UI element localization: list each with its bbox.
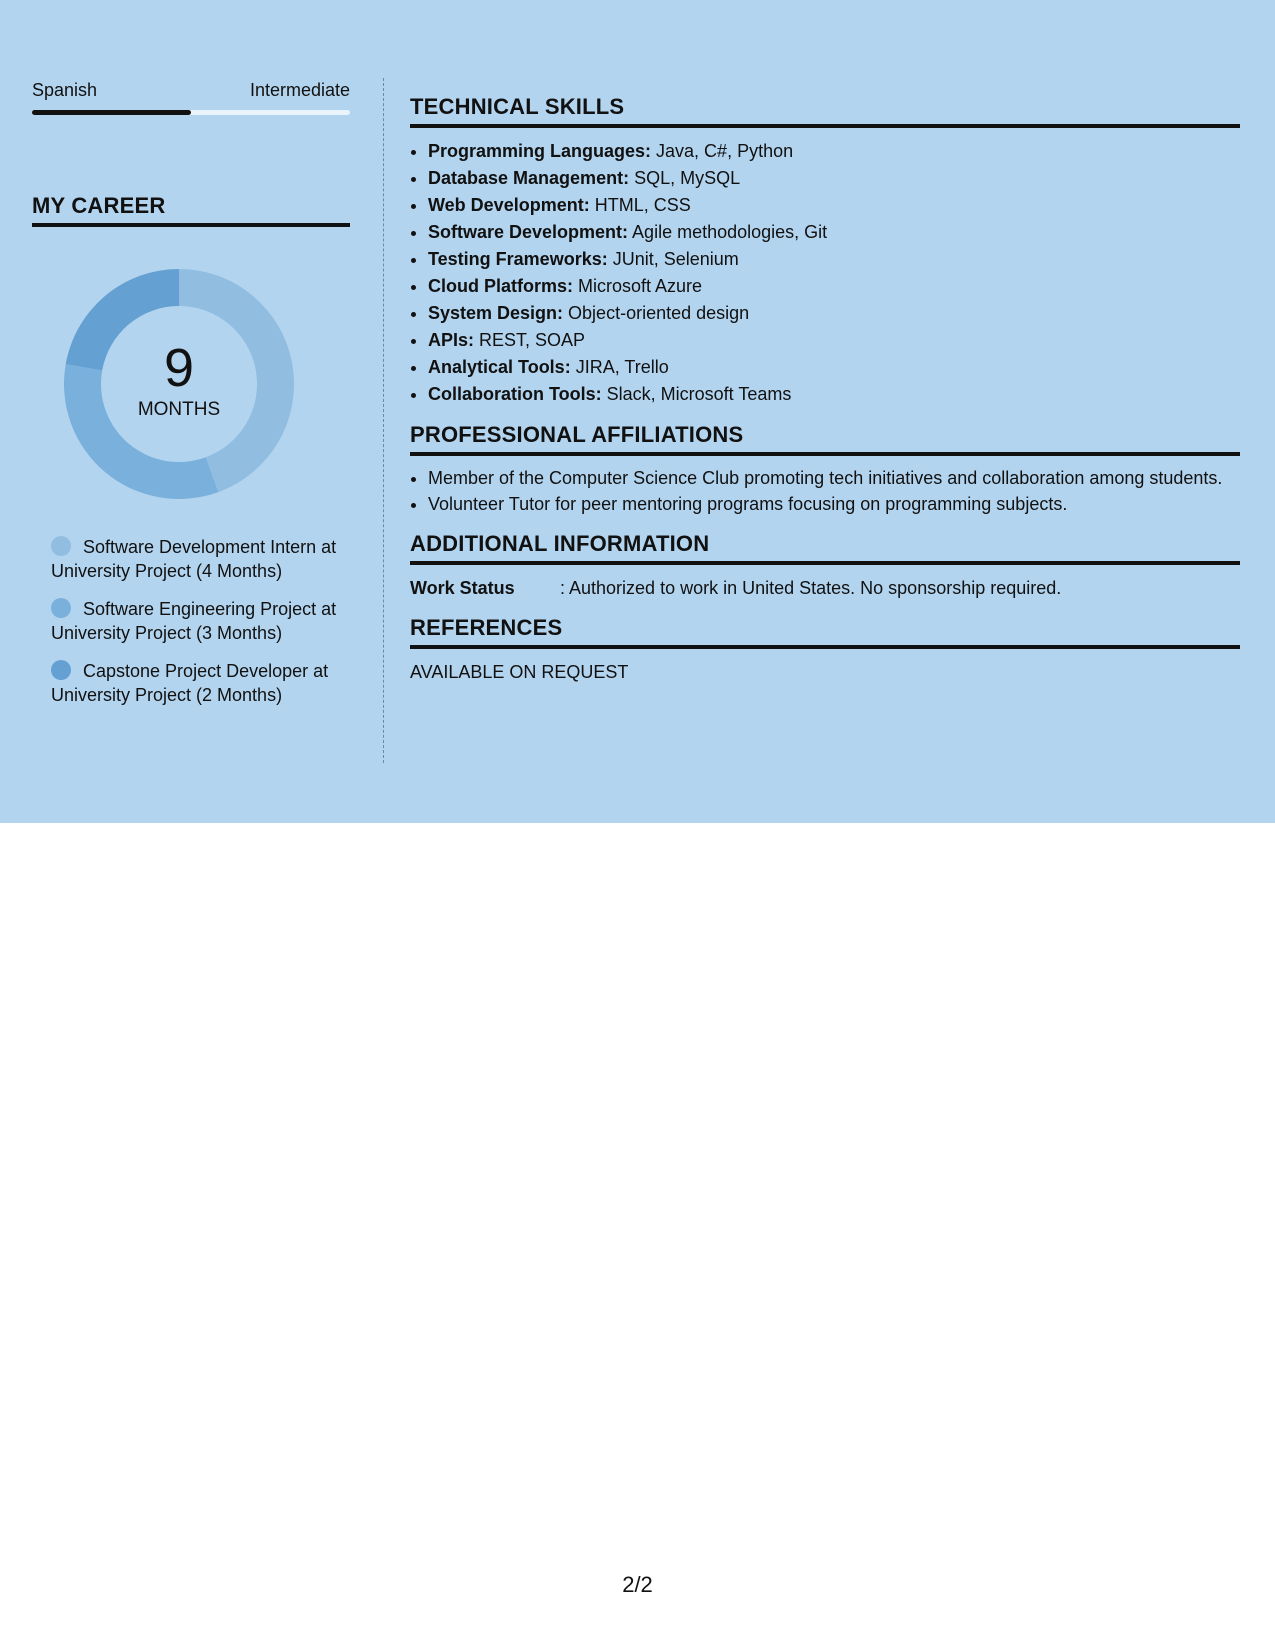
technical-skills-list <box>410 138 1240 408</box>
skill-value: Object-oriented design <box>563 303 750 323</box>
right-column <box>410 94 1240 699</box>
references-section <box>410 615 1240 685</box>
skill-item <box>428 138 1240 165</box>
career-heading: MY CAREER <box>32 193 350 227</box>
skill-item <box>428 273 1240 300</box>
career-legend-item <box>51 535 341 583</box>
affiliation-item: • Volunteer Tutor for peer mentoring programs focusing on programming subjects. <box>428 492 1240 517</box>
career-legend-label: Capstone Project Developer at University Project (2 Months) <box>51 661 329 705</box>
legend-dot-icon <box>51 598 71 618</box>
career-legend-item <box>51 597 341 645</box>
technical-skills-heading: TECHNICAL SKILLS <box>410 94 1240 128</box>
column-divider <box>383 78 384 763</box>
page-number: 2/2 <box>622 1572 653 1597</box>
skill-item <box>428 246 1240 273</box>
skill-item <box>428 300 1240 327</box>
technical-skills-section <box>410 94 1240 408</box>
skill-label: Testing Frameworks: <box>428 249 608 269</box>
additional-info-section <box>410 531 1240 601</box>
career-donut-chart <box>64 269 294 499</box>
skill-item <box>428 192 1240 219</box>
career-total-unit: MONTHS <box>137 399 221 420</box>
affiliations-list <box>410 466 1240 517</box>
left-column <box>32 80 350 721</box>
language-name: Spanish <box>32 80 98 100</box>
references-text: AVAILABLE ON REQUEST <box>410 662 629 682</box>
skill-value: REST, SOAP <box>474 330 586 350</box>
skill-label: Cloud Platforms: <box>428 276 574 296</box>
skill-value: Agile methodologies, Git <box>628 222 828 242</box>
skill-value: Microsoft Azure <box>573 276 703 296</box>
skill-label: APIs: <box>428 330 475 350</box>
skill-label: System Design: <box>428 303 564 323</box>
affiliations-heading: PROFESSIONAL AFFILIATIONS <box>410 422 1240 456</box>
skill-label: Software Development: <box>428 222 629 242</box>
skill-label: Programming Languages: <box>428 141 652 161</box>
skill-item <box>428 219 1240 246</box>
references-heading: REFERENCES <box>410 615 1240 649</box>
work-status-value: : Authorized to work in United States. No sponsorship required. <box>560 578 1062 598</box>
work-status-row <box>410 575 1240 601</box>
language-proficiency-fill <box>32 110 191 115</box>
skill-value: JIRA, Trello <box>570 357 669 377</box>
language-row <box>32 80 350 102</box>
career-total-value: 9 <box>163 338 195 398</box>
additional-info-heading: ADDITIONAL INFORMATION <box>410 531 1240 565</box>
skill-item <box>428 381 1240 408</box>
skill-label: Collaboration Tools: <box>428 384 602 404</box>
language-level: Intermediate <box>249 80 350 100</box>
skill-value: Java, C#, Python <box>651 141 794 161</box>
skill-item <box>428 327 1240 354</box>
work-status-label: Work Status <box>410 578 515 598</box>
skill-item <box>428 354 1240 381</box>
skill-label: Web Development: <box>428 195 590 215</box>
affiliation-item: • Member of the Computer Science Club promoting tech initiatives and collaboration among students. <box>428 466 1240 491</box>
career-legend <box>51 535 341 707</box>
career-legend-label: Software Engineering Project at University Project (3 Months) <box>51 599 337 643</box>
skill-value: HTML, CSS <box>589 195 691 215</box>
donut-center <box>64 338 294 421</box>
skill-item <box>428 165 1240 192</box>
affiliations-section <box>410 422 1240 517</box>
career-legend-item <box>51 659 341 707</box>
language-proficiency-bar <box>32 110 350 115</box>
skill-label: Analytical Tools: <box>428 357 571 377</box>
skill-label: Database Management: <box>428 168 630 188</box>
legend-dot-icon <box>51 660 71 680</box>
skill-value: JUnit, Selenium <box>607 249 739 269</box>
legend-dot-icon <box>51 536 71 556</box>
skill-value: SQL, MySQL <box>629 168 741 188</box>
career-legend-label: Software Development Intern at University Project (4 Months) <box>51 537 337 581</box>
skill-value: Slack, Microsoft Teams <box>601 384 792 404</box>
